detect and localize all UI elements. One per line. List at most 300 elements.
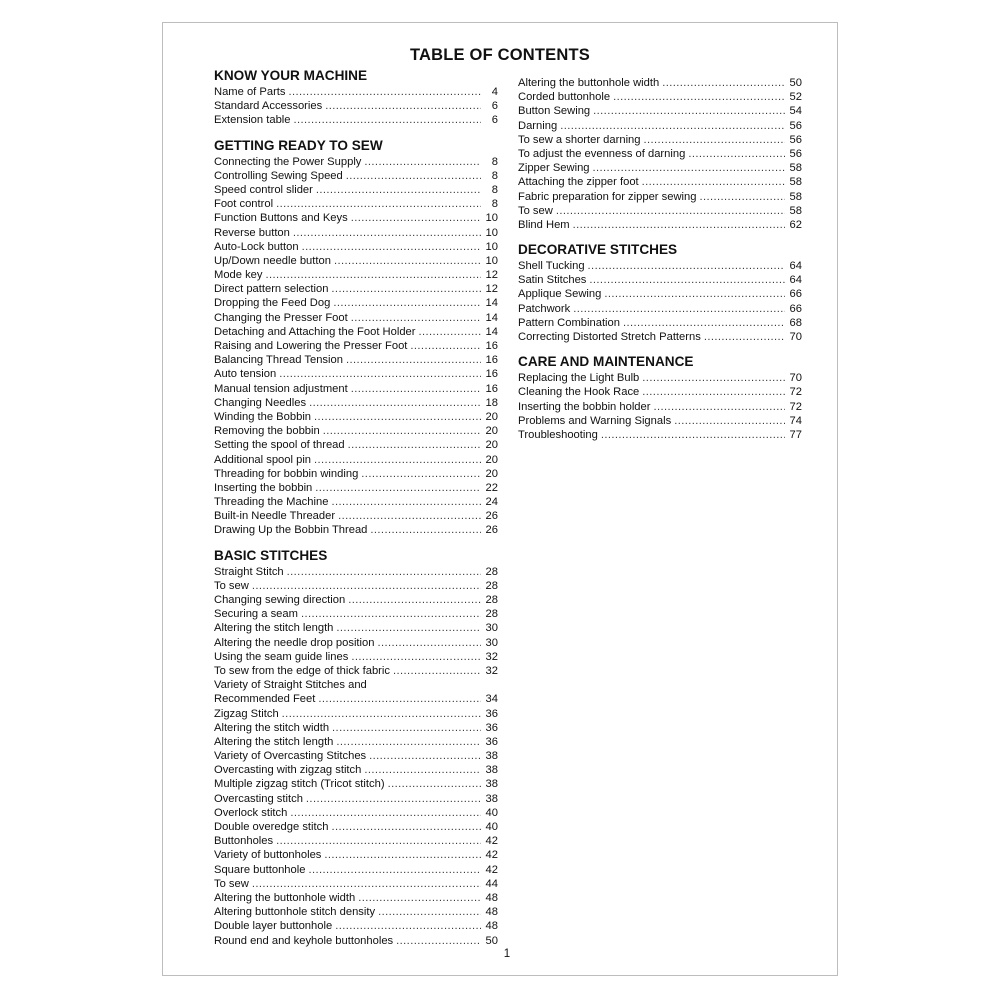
dot-leader (332, 721, 481, 735)
dot-leader (589, 273, 785, 287)
toc-entry-page: 72 (789, 386, 802, 399)
toc-entry-page: 58 (789, 190, 802, 203)
toc-entry (214, 707, 498, 721)
toc-entry-page: 16 (485, 354, 498, 367)
toc-entry (214, 593, 498, 607)
toc-entry (214, 339, 498, 353)
toc-entry-page: 58 (789, 176, 802, 189)
toc-entry-label: Overcasting with zigzag stitch (214, 764, 362, 777)
toc-entry-label: Variety of Overcasting Stitches (214, 750, 367, 763)
toc-entry-label: Securing a seam (214, 608, 298, 621)
dot-leader (377, 636, 481, 650)
toc-entry-page: 20 (485, 425, 498, 438)
dot-leader (331, 820, 481, 834)
toc-entry-page: 8 (491, 198, 498, 211)
dot-leader (642, 175, 785, 189)
toc-entry (518, 414, 802, 428)
toc-entry-label: To sew (214, 877, 249, 890)
toc-entry-page: 64 (789, 274, 802, 287)
toc-entry-label: Foot control (214, 198, 274, 211)
toc-entry (214, 282, 498, 296)
toc-entry-label: Changing the Presser Foot (214, 311, 348, 324)
toc-entry (518, 204, 802, 218)
toc-entry-page: 66 (789, 288, 802, 301)
toc-entry-page: 10 (485, 240, 498, 253)
toc-entry (214, 919, 498, 933)
toc-entry-label: To sew (518, 204, 553, 217)
dot-leader (336, 621, 481, 635)
dot-leader (593, 161, 785, 175)
toc-entry (518, 190, 802, 204)
dot-leader (588, 259, 785, 273)
toc-entry-label: Threading for bobbin winding (214, 467, 359, 480)
toc-entry (214, 565, 498, 579)
toc-entry-page: 8 (491, 155, 498, 168)
toc-entry-page: 20 (485, 439, 498, 452)
toc-entry-label: Up/Down needle button (214, 254, 331, 267)
toc-entry-label: Altering the stitch width (214, 721, 330, 734)
toc-entry-page: 12 (485, 283, 498, 296)
toc-entry (214, 240, 498, 254)
toc-entry-label: Reverse button (214, 226, 290, 239)
toc-entry-label: Winding the Bobbin (214, 410, 312, 423)
toc-entry-label: Zigzag Stitch (214, 707, 279, 720)
toc-entry-label: Removing the bobbin (214, 425, 320, 438)
toc-entry-page: 64 (789, 260, 802, 273)
toc-entry (214, 495, 498, 509)
toc-entry (214, 763, 498, 777)
dot-leader (642, 385, 785, 399)
toc-entry (214, 113, 498, 127)
section-heading-care-and-maintenance: CARE AND MAINTENANCE (518, 354, 694, 370)
dot-leader (604, 287, 785, 301)
section-heading-know-your-machine: KNOW YOUR MACHINE (214, 68, 368, 83)
toc-entry-page: 62 (789, 218, 802, 231)
toc-entry (214, 268, 498, 282)
toc-entry-page: 34 (485, 693, 498, 706)
dot-leader (302, 240, 481, 254)
toc-entry-label: Variety of Straight Stitches and (214, 679, 367, 692)
dot-leader (276, 197, 481, 211)
dot-leader (623, 316, 785, 330)
dot-leader (556, 204, 785, 218)
toc-entry-label: To sew from the edge of thick fabric (214, 664, 390, 677)
toc-entry (214, 438, 498, 452)
section-heading-getting-ready-to-sew: GETTING READY TO SEW (214, 137, 383, 153)
toc-entry-page: 18 (485, 396, 498, 409)
toc-entry-page: 10 (485, 254, 498, 267)
toc-entry-label: Buttonholes (214, 835, 274, 848)
toc-entry (214, 721, 498, 735)
toc-entry-page: 38 (485, 778, 498, 791)
toc-entry-label: Straight Stitch (214, 565, 284, 578)
dot-leader (333, 296, 481, 310)
toc-entry (518, 218, 802, 232)
toc-entry (214, 467, 498, 481)
dot-leader (378, 905, 481, 919)
toc-entry (214, 382, 498, 396)
toc-entry-label: Direct pattern selection (214, 283, 329, 296)
dot-leader (276, 834, 481, 848)
toc-entry-label: Built-in Needle Threader (214, 510, 336, 523)
toc-entry-label: Corded buttonhole (518, 91, 611, 104)
toc-entry (518, 76, 802, 90)
toc-entry-label: Button Sewing (518, 105, 591, 118)
toc-entry (518, 259, 802, 273)
toc-entry-page: 50 (789, 77, 802, 89)
toc-entry-page: 68 (789, 316, 802, 329)
toc-entry-page: 26 (485, 510, 498, 523)
dot-leader (252, 579, 481, 593)
toc-entry (518, 302, 802, 316)
toc-entry-label: Pattern Combination (518, 316, 620, 329)
dot-leader (364, 763, 481, 777)
toc-entry-label: Manual tension adjustment (214, 382, 348, 395)
dot-leader (573, 302, 785, 316)
toc-entry-label: Function Buttons and Keys (214, 212, 348, 225)
toc-entry-page: 28 (485, 608, 498, 621)
toc-entry (214, 735, 498, 749)
dot-leader (601, 428, 785, 442)
dot-leader (324, 848, 481, 862)
dot-leader (334, 254, 481, 268)
toc-entry-page: 16 (485, 382, 498, 395)
toc-entry-page: 56 (789, 147, 802, 160)
toc-entry (214, 424, 498, 438)
toc-entry-label: Zipper Sewing (518, 162, 590, 175)
toc-entry (214, 806, 498, 820)
toc-entry (214, 311, 498, 325)
toc-entry-page: 20 (485, 410, 498, 423)
toc-entry (214, 636, 498, 650)
dot-leader (364, 155, 481, 169)
toc-entry (518, 161, 802, 175)
toc-entry-page: 42 (485, 849, 498, 862)
dot-leader (348, 438, 481, 452)
toc-entry (518, 273, 802, 287)
toc-entry-page: 20 (485, 467, 498, 480)
dot-leader (704, 330, 785, 344)
toc-entry (214, 211, 498, 225)
toc-entry (518, 119, 802, 133)
toc-entry-label: Attaching the zipper foot (518, 176, 639, 189)
dot-leader (369, 749, 481, 763)
toc-entry-page: 40 (485, 806, 498, 819)
toc-entry-label: To adjust the evenness of darning (518, 147, 686, 160)
toc-entry-label: Controlling Sewing Speed (214, 169, 343, 182)
toc-entry (214, 396, 498, 410)
toc-right-column (518, 76, 802, 442)
dot-leader (699, 190, 785, 204)
toc-entry (214, 664, 498, 678)
toc-entry-page: 38 (485, 792, 498, 805)
dot-leader (613, 90, 785, 104)
dot-leader (331, 495, 481, 509)
dot-leader (388, 777, 481, 791)
toc-entry-label: Altering buttonhole stitch density (214, 906, 376, 919)
toc-entry-page: 14 (485, 311, 498, 324)
toc-entry-label: Changing Needles (214, 396, 307, 409)
dot-leader (293, 226, 481, 240)
toc-entry-label: Altering the buttonhole width (214, 891, 356, 904)
toc-entry-page: 36 (485, 735, 498, 748)
toc-entry-page: 14 (485, 297, 498, 310)
toc-entry-page: 6 (491, 100, 498, 113)
toc-entry (214, 749, 498, 763)
dot-leader (346, 353, 481, 367)
toc-entry-page: 44 (485, 877, 498, 890)
toc-entry (214, 367, 498, 381)
toc-entry-page: 28 (485, 579, 498, 592)
toc-entry (214, 777, 498, 791)
dot-leader (338, 509, 481, 523)
toc-entry-label: Correcting Distorted Stretch Patterns (518, 331, 701, 343)
toc-entry (214, 226, 498, 240)
toc-entry-label: Double overedge stitch (214, 821, 329, 833)
toc-entry-page: 28 (485, 565, 498, 578)
toc-entry-label: Standard Accessories (214, 100, 323, 113)
dot-leader (325, 99, 481, 113)
toc-entry (518, 147, 802, 161)
dot-leader (358, 891, 481, 905)
dot-leader (289, 85, 481, 99)
toc-entry-page: 8 (491, 169, 498, 182)
toc-entry (214, 523, 498, 537)
dot-leader (331, 282, 481, 296)
toc-entry-label: Auto tension (214, 368, 277, 381)
toc-entry (518, 371, 802, 385)
toc-entry (214, 481, 498, 495)
toc-entry-label: Balancing Thread Tension (214, 354, 343, 367)
toc-entry (518, 428, 802, 442)
toc-entry (214, 692, 498, 706)
toc-entry-page: 50 (485, 934, 498, 947)
section-heading-decorative-stitches: DECORATIVE STITCHES (518, 242, 678, 258)
dot-leader (279, 367, 481, 381)
toc-entry-page: 74 (789, 414, 802, 427)
toc-entry (214, 934, 498, 948)
toc-entry-page: 56 (789, 133, 802, 146)
dot-leader (573, 218, 785, 232)
toc-entry-label: Altering the needle drop position (214, 636, 375, 649)
toc-entry-page: 32 (485, 650, 498, 663)
toc-entry-label: Darning (518, 119, 558, 132)
dot-leader (674, 414, 785, 428)
page-number: 1 (503, 948, 511, 960)
toc-entry (518, 316, 802, 330)
dot-leader (419, 325, 481, 339)
toc-entry (518, 175, 802, 189)
toc-entry (214, 183, 498, 197)
toc-entry-label: Inserting the bobbin (214, 481, 313, 494)
toc-entry (214, 891, 498, 905)
toc-entry-page: 48 (485, 906, 498, 919)
toc-entry-page: 77 (789, 428, 802, 441)
toc-entry (214, 155, 498, 169)
toc-entry-page: 38 (485, 750, 498, 763)
toc-entry-label: Threading the Machine (214, 496, 329, 509)
toc-entry-page: 54 (789, 105, 802, 118)
toc-entry-page: 40 (485, 821, 498, 833)
toc-entry-label: Speed control slider (214, 183, 313, 196)
toc-entry-label: Dropping the Feed Dog (214, 297, 331, 310)
toc-entry-label: Inserting the bobbin holder (518, 400, 651, 413)
dot-leader (688, 147, 785, 161)
toc-entry-label: Auto-Lock button (214, 240, 299, 253)
toc-entry-label: Raising and Lowering the Presser Foot (214, 340, 408, 352)
toc-entry (214, 579, 498, 593)
section-heading-basic-stitches: BASIC STITCHES (214, 547, 328, 563)
toc-entry-page: 16 (485, 340, 498, 352)
toc-entry (518, 385, 802, 399)
toc-entry-label: Altering the stitch length (214, 622, 334, 635)
toc-entry-label: Additional spool pin (214, 453, 312, 466)
toc-entry-label: Changing sewing direction (214, 594, 346, 606)
toc-entry-page: 16 (485, 368, 498, 381)
toc-entry (214, 410, 498, 424)
toc-entry-label: To sew a shorter darning (518, 133, 641, 146)
toc-entry-label: Square buttonhole (214, 863, 306, 876)
dot-leader (336, 735, 481, 749)
toc-entry (214, 621, 498, 635)
dot-leader (306, 792, 481, 806)
toc-entry-page: 36 (485, 721, 498, 734)
toc-entry-page: 56 (789, 119, 802, 132)
toc-entry-page: 52 (789, 91, 802, 104)
dot-leader (351, 650, 481, 664)
toc-entry-label: Fabric preparation for zipper sewing (518, 190, 697, 203)
dot-leader (315, 481, 481, 495)
dot-leader (294, 113, 482, 127)
toc-entry (214, 509, 498, 523)
toc-entry (214, 169, 498, 183)
toc-entry (214, 877, 498, 891)
toc-entry-page: 36 (485, 707, 498, 720)
toc-entry-label: Satin Stitches (518, 274, 587, 287)
toc-entry (518, 90, 802, 104)
toc-entry-page: 42 (485, 835, 498, 848)
toc-entry (214, 325, 498, 339)
toc-entry (214, 863, 498, 877)
dot-leader (318, 692, 481, 706)
dot-leader (301, 607, 481, 621)
dot-leader (335, 919, 481, 933)
toc-entry-page: 58 (789, 204, 802, 217)
toc-entry-page: 8 (491, 183, 498, 196)
dot-leader (290, 806, 481, 820)
toc-entry-page: 42 (485, 863, 498, 876)
toc-entry-label: Troubleshooting (518, 428, 598, 441)
dot-leader (644, 133, 785, 147)
page-title: TABLE OF CONTENTS (409, 46, 590, 64)
toc-entry (214, 99, 498, 113)
dot-leader (348, 593, 481, 607)
dot-leader (361, 467, 481, 481)
toc-entry-page: 22 (485, 481, 498, 494)
toc-entry-page: 48 (485, 920, 498, 933)
dot-leader (410, 339, 481, 353)
dot-leader (309, 396, 481, 410)
toc-entry-page: 12 (485, 269, 498, 282)
dot-leader (252, 877, 481, 891)
dot-leader (593, 104, 785, 118)
toc-entry (518, 104, 802, 118)
toc-entry-page: 26 (485, 524, 498, 537)
dot-leader (308, 863, 481, 877)
dot-leader (351, 311, 481, 325)
toc-entry-page: 32 (485, 664, 498, 677)
toc-entry-page: 20 (485, 453, 498, 466)
toc-entry-page: 58 (789, 162, 802, 175)
toc-entry-label: Connecting the Power Supply (214, 155, 362, 168)
toc-entry (518, 133, 802, 147)
toc-entry-label: Altering the stitch length (214, 735, 334, 748)
toc-entry-page: 10 (485, 212, 498, 225)
dot-leader (287, 565, 481, 579)
toc-entry-label: Round end and keyhole buttonholes (214, 934, 394, 947)
toc-entry-page: 6 (491, 114, 498, 127)
toc-entry (214, 792, 498, 806)
toc-entry-label: Shell Tucking (518, 260, 585, 273)
toc-entry-label: Cleaning the Hook Race (518, 386, 640, 399)
toc-entry-page: 24 (485, 496, 498, 509)
toc-entry (214, 453, 498, 467)
toc-entry-label: Extension table (214, 114, 291, 127)
toc-left-column (214, 68, 498, 948)
toc-entry (518, 400, 802, 414)
toc-entry-page: 4 (491, 86, 498, 98)
toc-entry-label: Problems and Warning Signals (518, 414, 672, 427)
toc-entry (214, 834, 498, 848)
dot-leader (393, 664, 481, 678)
toc-entry-label: Mode key (214, 269, 263, 282)
toc-entry (214, 678, 498, 692)
toc-entry-label: Variety of buttonholes (214, 849, 322, 862)
dot-leader (396, 934, 481, 948)
toc-entry-page: 72 (789, 400, 802, 413)
toc-entry (214, 296, 498, 310)
dot-leader (314, 410, 481, 424)
dot-leader (560, 119, 785, 133)
toc-entry-label: Drawing Up the Bobbin Thread (214, 524, 368, 537)
toc-entry-page: 30 (485, 636, 498, 649)
toc-entry-label: Setting the spool of thread (214, 439, 345, 452)
toc-entry-label: Patchwork (518, 302, 571, 315)
toc-entry-label: Applique Sewing (518, 288, 602, 301)
toc-entry (214, 197, 498, 211)
toc-entry (214, 353, 498, 367)
toc-entry (518, 287, 802, 301)
dot-leader (662, 76, 785, 90)
toc-entry-page: 48 (485, 891, 498, 904)
toc-entry-page: 70 (789, 372, 802, 385)
dot-leader (351, 211, 481, 225)
toc-entry-page: 70 (789, 331, 802, 343)
toc-entry (214, 848, 498, 862)
dot-leader (314, 453, 481, 467)
toc-entry-page: 28 (485, 594, 498, 606)
toc-entry-page: 30 (485, 622, 498, 635)
dot-leader (653, 400, 785, 414)
toc-entry-page: 10 (485, 226, 498, 239)
toc-entry (214, 254, 498, 268)
toc-entry-label: Overlock stitch (214, 806, 288, 819)
toc-entry-label: Recommended Feet (214, 693, 316, 706)
toc-entry (518, 330, 802, 344)
dot-leader (642, 371, 785, 385)
toc-entry-label: Replacing the Light Bulb (518, 372, 640, 385)
dot-leader (316, 183, 481, 197)
